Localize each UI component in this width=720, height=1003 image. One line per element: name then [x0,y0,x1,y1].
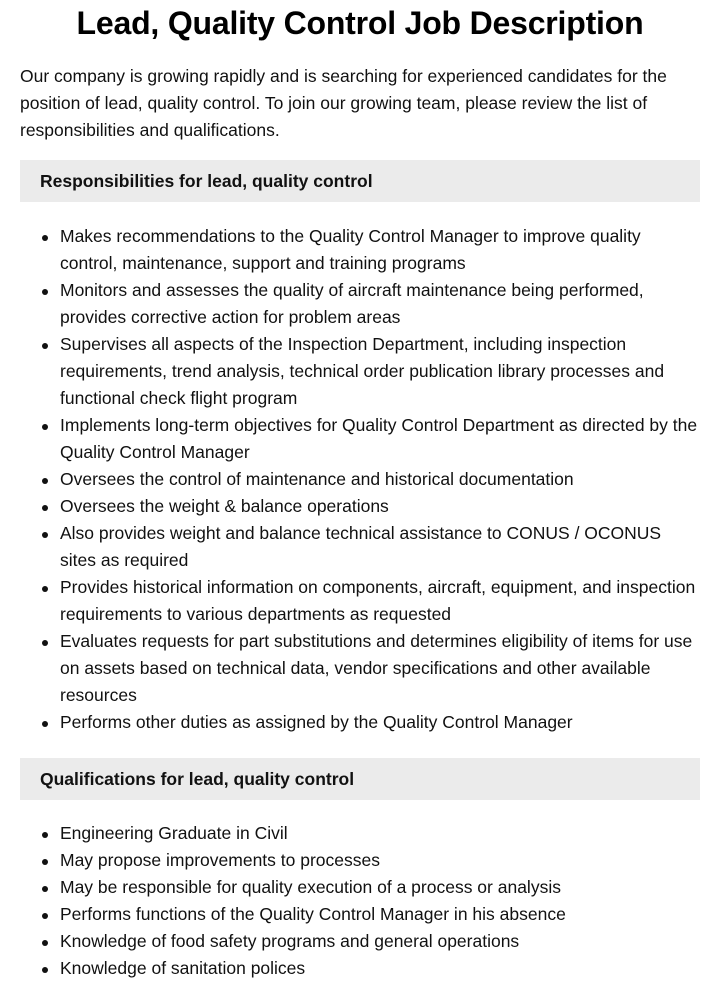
qualifications-list [20,820,700,982]
bullet-icon [42,859,48,865]
list-item [60,847,700,874]
bullet-icon [42,913,48,919]
list-item [60,820,700,847]
list-item [60,466,700,493]
list-item-text: Makes recommendations to the Quality Control Manager to improve quality control, maintenance, support and training programs [60,226,641,273]
bullet-icon [42,235,48,241]
bullet-icon [42,505,48,511]
bullet-icon [42,721,48,727]
list-item-text: Engineering Graduate in Civil [60,823,288,843]
list-item [60,412,700,466]
bullet-icon [42,886,48,892]
list-item-text: May be responsible for quality execution of a process or analysis [60,877,561,897]
list-item [60,709,700,736]
bullet-icon [42,289,48,295]
list-item-text: May propose improvements to processes [60,850,380,870]
list-item-text: Performs functions of the Quality Control Manager in his absence [60,904,566,924]
bullet-icon [42,424,48,430]
page-title: Lead, Quality Control Job Description [76,5,644,41]
list-item-text: Monitors and assesses the quality of aircraft maintenance being performed, provides corrective action for problem areas [60,280,644,327]
list-item [60,223,700,277]
list-item [60,928,700,955]
list-item-text: Knowledge of food safety programs and general operations [60,931,520,951]
bullet-icon [42,967,48,973]
bullet-icon [42,532,48,538]
list-item-text: Performs other duties as assigned by the Quality Control Manager [60,712,573,732]
list-item-text: Supervises all aspects of the Inspection Department, including inspection requirements, trend analysis, technical order publication library processes and functional check flight program [60,334,665,408]
bullet-icon [42,940,48,946]
bullet-icon [42,586,48,592]
responsibilities-heading: Responsibilities for lead, quality control [20,160,700,202]
list-item-text: Provides historical information on components, aircraft, equipment, and inspection requirements to various departments as requested [60,577,696,624]
list-item [60,574,700,628]
list-item-text: Evaluates requests for part substitutions and determines eligibility of items for use on assets based on technical data, vendor specifications and other available resources [60,631,693,705]
qualifications-heading: Qualifications for lead, quality control [20,758,700,800]
list-item-text: Also provides weight and balance technical assistance to CONUS / OCONUS sites as required [60,523,662,570]
responsibilities-list [20,223,700,736]
list-item-text: Oversees the weight & balance operations [60,496,389,516]
bullet-icon [42,343,48,349]
bullet-icon [42,478,48,484]
bullet-icon [42,832,48,838]
list-item-text: Implements long-term objectives for Quality Control Department as directed by the Quality Control Manager [60,415,698,462]
list-item-text: Knowledge of sanitation polices [60,958,306,978]
list-item [60,628,700,709]
bullet-icon [42,640,48,646]
list-item-text: Oversees the control of maintenance and historical documentation [60,469,574,489]
list-item [60,901,700,928]
intro-paragraph: Our company is growing rapidly and is searching for experienced candidates for the position of lead, quality control. To join our growing team, please review the list of responsibilities and qualifications. [20,66,667,140]
list-item [60,493,700,520]
list-item [60,874,700,901]
list-item [60,277,700,331]
list-item [60,331,700,412]
list-item [60,955,700,982]
list-item [60,520,700,574]
